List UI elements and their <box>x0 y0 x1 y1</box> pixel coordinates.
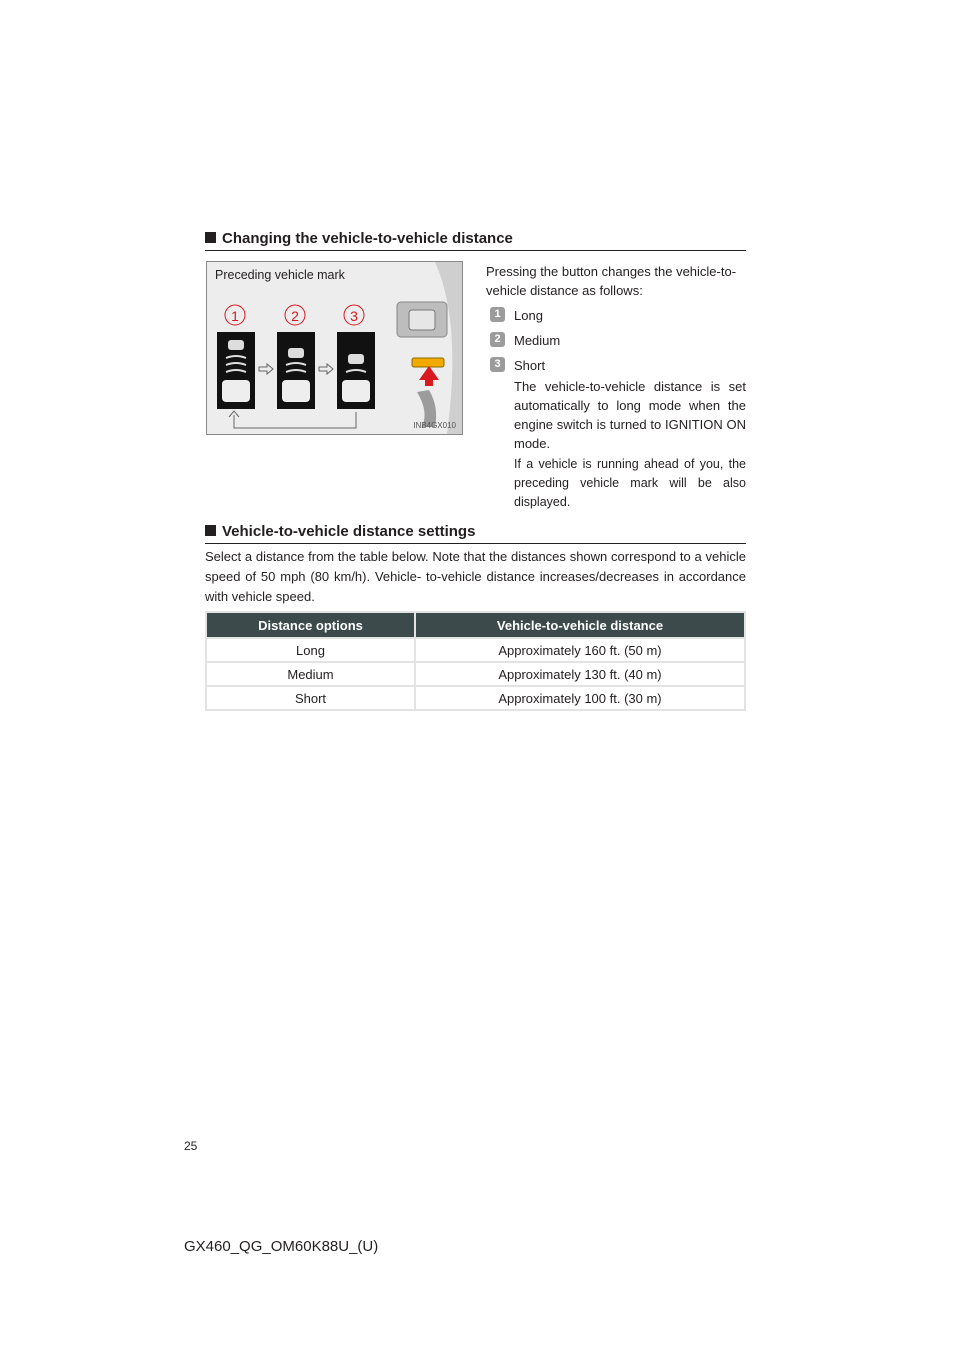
table-row <box>207 663 744 685</box>
intro-paragraph: Pressing the button changes the vehicle-to-vehicle distance as follows: <box>486 264 737 298</box>
number-badge-icon: 3 <box>490 357 505 372</box>
number-2: 2 <box>291 308 299 324</box>
distance-settings-table <box>205 611 746 711</box>
option-label: Medium <box>514 333 561 348</box>
preceding-car-3 <box>348 354 364 364</box>
option-long <box>486 306 746 325</box>
number-1: 1 <box>231 308 239 324</box>
table-cell: Long <box>207 639 414 661</box>
table-cell: Short <box>207 687 414 709</box>
red-arrow-icon <box>419 366 439 386</box>
option-label: Long <box>514 308 543 323</box>
distance-illustration <box>206 261 463 435</box>
note-auto-long-mode: The vehicle-to-vehicle distance is set automatically to long mode when the engine switch is turned to IGNITION ON mode. <box>514 379 746 451</box>
switch-button-shape <box>409 310 435 330</box>
return-arrow <box>234 412 356 428</box>
table-cell: Approximately 130 ft. (40 m) <box>416 663 744 685</box>
section-heading-text: Vehicle-to-vehicle distance settings <box>222 523 476 540</box>
own-vehicle-2 <box>282 380 310 402</box>
arrow-right-1 <box>259 364 273 374</box>
figure-code: INB4GX010 <box>413 421 456 430</box>
page-number: 25 <box>184 1139 198 1153</box>
preceding-car-1 <box>228 340 244 350</box>
own-vehicle-3 <box>342 380 370 402</box>
preceding-vehicle-mark-label: Preceding vehicle mark <box>215 268 345 282</box>
option-short <box>486 356 746 512</box>
number-3: 3 <box>350 308 358 324</box>
preceding-car-2 <box>288 348 304 358</box>
settings-intro-paragraph: Select a distance from the table below. Note that the distances shown correspond to a vehicle speed of 50 mph (80 km/h). Vehicle- to-vehicle distance increases/decreases in accordance with vehicle speed. <box>205 549 746 604</box>
arrow-right-2 <box>319 364 333 374</box>
document-code: GX460_QG_OM60K88U_(U) <box>184 1238 379 1255</box>
option-medium <box>486 331 746 350</box>
table-cell: Approximately 160 ft. (50 m) <box>416 639 744 661</box>
note-preceding-vehicle: If a vehicle is running ahead of you, the preceding vehicle mark will be also displayed. <box>514 457 746 509</box>
square-bullet-icon <box>205 232 216 243</box>
table-row <box>207 639 744 661</box>
section-heading-changing-distance <box>205 230 746 251</box>
steering-wheel-shape <box>435 262 462 434</box>
table-cell: Medium <box>207 663 414 685</box>
table-row <box>207 687 744 709</box>
table-cell: Approximately 100 ft. (30 m) <box>416 687 744 709</box>
distance-illustration-drawing <box>207 262 462 434</box>
table-header-row <box>207 613 744 637</box>
distance-button-icon <box>412 358 444 367</box>
column-header-distance-options: Distance options <box>207 613 414 637</box>
option-label: Short <box>514 358 546 373</box>
square-bullet-icon <box>205 525 216 536</box>
number-badge-icon: 1 <box>490 307 505 322</box>
own-vehicle-icons <box>222 380 370 402</box>
number-badge-icon: 2 <box>490 332 505 347</box>
section-heading-distance-settings <box>205 523 746 544</box>
distance-description <box>486 262 746 518</box>
section-heading-text: Changing the vehicle-to-vehicle distance <box>222 230 513 247</box>
own-vehicle-1 <box>222 380 250 402</box>
column-header-vehicle-distance: Vehicle-to-vehicle distance <box>416 613 744 637</box>
